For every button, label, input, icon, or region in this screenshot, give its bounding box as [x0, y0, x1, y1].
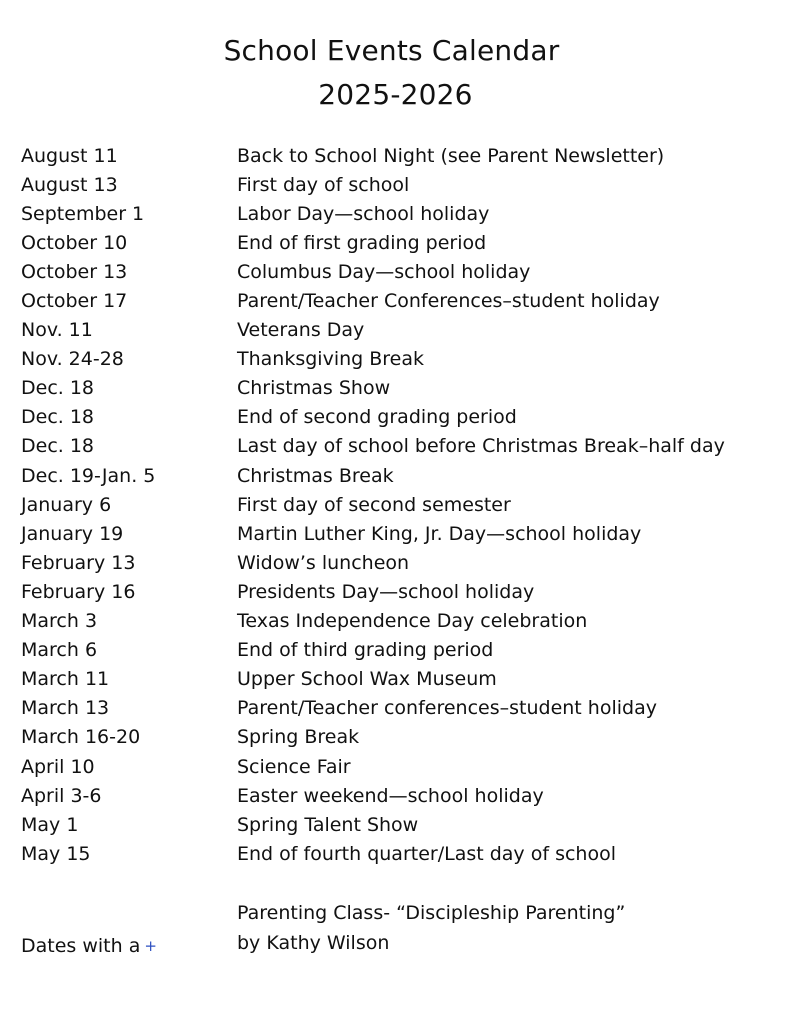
- event-row: [21, 490, 781, 519]
- event-date: January 6: [21, 493, 112, 516]
- legend-text: Dates with a: [21, 935, 141, 957]
- event-date: October 13: [21, 260, 128, 283]
- event-description: Martin Luther King, Jr. Day—school holiday: [237, 522, 642, 545]
- event-description: Upper School Wax Museum: [237, 668, 497, 691]
- school-year: 2025-2026: [318, 78, 473, 111]
- event-row: [21, 781, 781, 810]
- event-date: October 17: [21, 290, 128, 313]
- event-description: First day of school: [237, 173, 410, 196]
- event-date: Nov. 11: [21, 319, 93, 342]
- event-date: May 15: [21, 842, 91, 865]
- event-description: Labor Day—school holiday: [237, 202, 490, 225]
- event-row: [21, 577, 781, 606]
- event-description: Veterans Day: [237, 319, 365, 342]
- event-date: August 11: [21, 144, 118, 167]
- event-row: [21, 170, 781, 199]
- event-row: [21, 374, 781, 403]
- event-description: First day of second semester: [237, 493, 511, 516]
- event-row: [21, 810, 781, 839]
- event-description: Presidents Day—school holiday: [237, 580, 535, 603]
- event-description: End of first grading period: [237, 231, 487, 254]
- event-row: [21, 199, 781, 228]
- event-description: Last day of school before Christmas Break–half day: [237, 435, 725, 458]
- event-date: February 16: [21, 580, 136, 603]
- event-date: Dec. 18: [21, 406, 95, 429]
- event-row: [21, 636, 781, 665]
- event-description: Easter weekend—school holiday: [237, 784, 544, 807]
- event-row: [21, 461, 781, 490]
- event-description: Parent/Teacher conferences–student holiday: [237, 697, 657, 720]
- event-description: Spring Break: [237, 726, 360, 749]
- event-description: Columbus Day—school holiday: [237, 260, 531, 283]
- event-description: Widow’s luncheon: [237, 551, 410, 574]
- event-date: March 11: [21, 668, 110, 691]
- event-row: [21, 694, 781, 723]
- event-description: Christmas Break: [237, 464, 394, 487]
- event-row: [21, 752, 781, 781]
- event-date: Dec. 18: [21, 377, 95, 400]
- event-row: [21, 141, 781, 170]
- page-title: School Events Calendar: [223, 34, 560, 67]
- note-line-2: by Kathy Wilson: [237, 932, 390, 954]
- event-row: [21, 403, 781, 432]
- event-row: [21, 432, 781, 461]
- event-date: March 16-20: [21, 726, 141, 749]
- plus-icon: +: [144, 937, 157, 955]
- event-row: [21, 228, 781, 257]
- event-description: Spring Talent Show: [237, 813, 419, 836]
- note-line-1: Parenting Class- “Discipleship Parenting”: [237, 902, 626, 924]
- event-description: Christmas Show: [237, 377, 391, 400]
- event-description: End of fourth quarter/Last day of school: [237, 842, 616, 865]
- event-description: Thanksgiving Break: [237, 348, 425, 371]
- event-date: March 3: [21, 610, 98, 633]
- event-date: May 1: [21, 813, 79, 836]
- event-date: April 3-6: [21, 784, 102, 807]
- event-row: [21, 548, 781, 577]
- event-date: Nov. 24-28: [21, 348, 124, 371]
- event-date: February 13: [21, 551, 136, 574]
- event-row: [21, 723, 781, 752]
- event-row: [21, 345, 781, 374]
- event-description: Texas Independence Day celebration: [237, 610, 588, 633]
- event-row: [21, 519, 781, 548]
- legend-note: [21, 931, 157, 961]
- event-date: October 10: [21, 231, 128, 254]
- event-description: End of third grading period: [237, 639, 494, 662]
- events-list: [21, 141, 781, 868]
- event-row: [21, 286, 781, 315]
- event-description: Back to School Night (see Parent Newsletter): [237, 144, 665, 167]
- event-date: Dec. 19-Jan. 5: [21, 464, 156, 487]
- event-row: [21, 665, 781, 694]
- event-row: [21, 839, 781, 868]
- event-row: [21, 316, 781, 345]
- event-row: [21, 607, 781, 636]
- event-description: End of second grading period: [237, 406, 517, 429]
- event-date: August 13: [21, 173, 118, 196]
- event-row: [21, 257, 781, 286]
- event-date: April 10: [21, 755, 95, 778]
- event-date: March 6: [21, 639, 98, 662]
- event-date: March 13: [21, 697, 110, 720]
- event-date: September 1: [21, 202, 145, 225]
- event-date: January 19: [21, 522, 124, 545]
- event-description: Science Fair: [237, 755, 351, 778]
- event-date: Dec. 18: [21, 435, 95, 458]
- event-description: Parent/Teacher Conferences–student holiday: [237, 290, 660, 313]
- parenting-class-note: [237, 898, 625, 958]
